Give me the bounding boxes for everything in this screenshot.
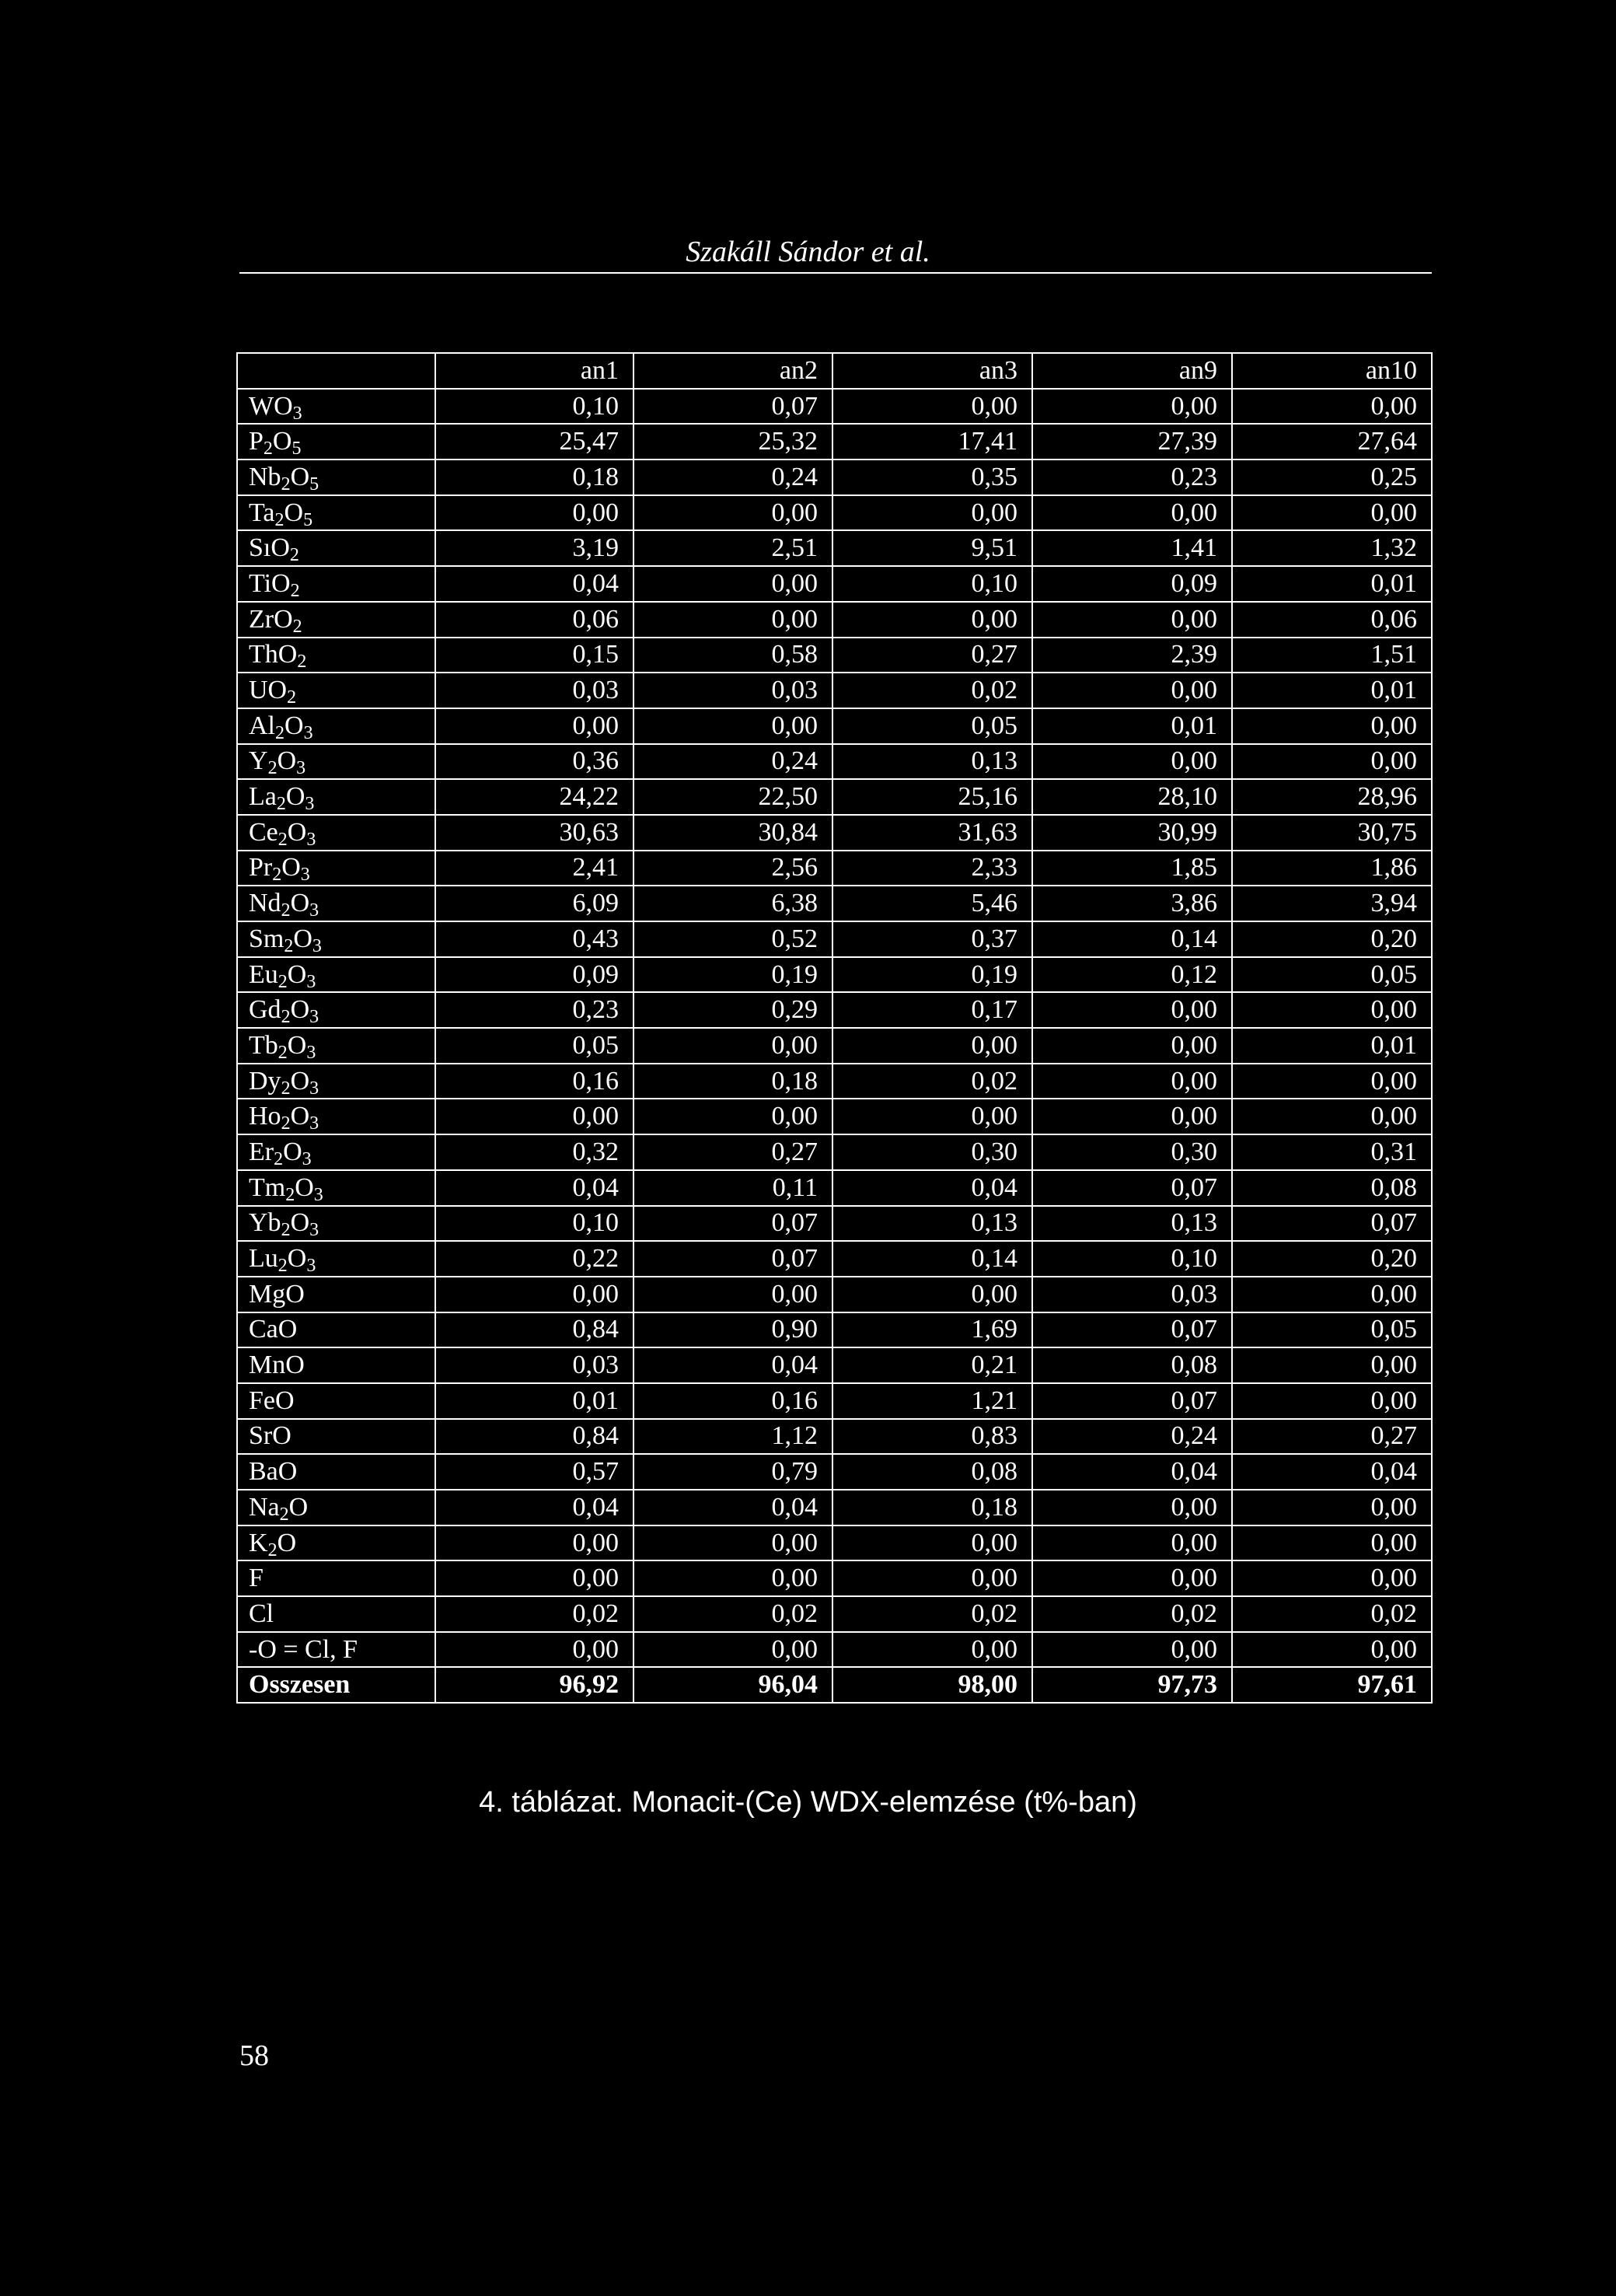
oxide-label: $Er_2O_3$	[237, 1134, 435, 1170]
cell-value: 0,05	[1232, 957, 1432, 993]
cell-value: 30,75	[1232, 815, 1432, 851]
oxide-label: MgO	[237, 1277, 435, 1312]
cell-value: 3,86	[1032, 886, 1232, 921]
cell-value: 0,00	[1232, 1347, 1432, 1383]
cell-value: 0,03	[633, 673, 832, 708]
table-row	[237, 1525, 1432, 1561]
column-header-an3: an3	[832, 353, 1032, 389]
cell-value: 0,16	[435, 1064, 633, 1099]
cell-value: 0,00	[832, 1277, 1032, 1312]
table-row	[237, 673, 1432, 708]
table-row	[237, 1560, 1432, 1596]
oxide-label: $Gd_2O_3$	[237, 992, 435, 1028]
oxide-label: $Nb_2O_5$	[237, 460, 435, 495]
cell-value: 0,00	[1232, 495, 1432, 531]
page-number: 58	[239, 2039, 269, 2072]
cell-value: 0,03	[435, 673, 633, 708]
table-row	[237, 1596, 1432, 1632]
cell-value: 0,07	[633, 1206, 832, 1242]
cell-value: 0,00	[1232, 1099, 1432, 1134]
cell-value: 0,00	[1032, 602, 1232, 638]
table-row	[237, 1312, 1432, 1348]
cell-value: 0,02	[1232, 1596, 1432, 1632]
table-row	[237, 1241, 1432, 1277]
cell-value: 0,27	[832, 638, 1032, 673]
cell-value: 0,36	[435, 744, 633, 780]
cell-value: 0,00	[832, 389, 1032, 425]
cell-value: 0,20	[1232, 921, 1432, 957]
cell-value: 0,10	[435, 1206, 633, 1242]
cell-value: 0,17	[832, 992, 1032, 1028]
cell-value: 0,11	[633, 1170, 832, 1206]
cell-value: 0,10	[832, 566, 1032, 602]
cell-value: 0,52	[633, 921, 832, 957]
cell-value: 0,10	[1032, 1241, 1232, 1277]
cell-value: 0,08	[1032, 1347, 1232, 1383]
cell-value: 3,19	[435, 530, 633, 566]
table-row	[237, 1347, 1432, 1383]
cell-value: 1,69	[832, 1312, 1032, 1348]
cell-value: 0,04	[633, 1347, 832, 1383]
cell-value: 27,39	[1032, 424, 1232, 460]
cell-value: 0,35	[832, 460, 1032, 495]
cell-value: 3,94	[1232, 886, 1432, 921]
oxide-label: ZrO$_2$	[237, 602, 435, 638]
table-row	[237, 530, 1432, 566]
cell-value: 24,22	[435, 779, 633, 815]
oxide-label: $Yb_2O_3$	[237, 1206, 435, 1242]
cell-value: 2,33	[832, 851, 1032, 886]
cell-value: 0,27	[633, 1134, 832, 1170]
table-row	[237, 638, 1432, 673]
cell-value: 0,00	[435, 1560, 633, 1596]
cell-value: 0,04	[1232, 1454, 1432, 1490]
cell-value: 0,00	[1232, 1632, 1432, 1668]
cell-value: 1,85	[1032, 851, 1232, 886]
cell-value: 0,02	[832, 1596, 1032, 1632]
cell-value: 0,00	[1032, 495, 1232, 531]
cell-value: 0,16	[633, 1383, 832, 1419]
cell-value: 30,99	[1032, 815, 1232, 851]
cell-value: 0,20	[1232, 1241, 1432, 1277]
oxide-label: $Al_2O_3$	[237, 708, 435, 744]
wdx-analysis-table	[236, 352, 1433, 1704]
cell-value: 1,41	[1032, 530, 1232, 566]
cell-value: 0,58	[633, 638, 832, 673]
total-label: Osszesen	[237, 1667, 435, 1703]
cell-value: 0,22	[435, 1241, 633, 1277]
cell-value: 0,25	[1232, 460, 1432, 495]
cell-value: 0,02	[633, 1596, 832, 1632]
table-row	[237, 1064, 1432, 1099]
cell-value: 0,05	[832, 708, 1032, 744]
cell-value: 0,13	[832, 1206, 1032, 1242]
cell-value: 1,12	[633, 1419, 832, 1455]
cell-value: 2,39	[1032, 638, 1232, 673]
cell-value: 0,37	[832, 921, 1032, 957]
cell-value: 0,00	[1032, 1490, 1232, 1525]
total-row	[237, 1667, 1432, 1703]
table-header-row	[237, 353, 1432, 389]
header-rule	[239, 272, 1432, 274]
cell-value: 0,84	[435, 1419, 633, 1455]
cell-value: 28,96	[1232, 779, 1432, 815]
cell-value: 0,30	[1032, 1134, 1232, 1170]
oxide-label: $Y_2O_3$	[237, 744, 435, 780]
cell-value: 0,13	[1032, 1206, 1232, 1242]
cell-value: 0,01	[435, 1383, 633, 1419]
cell-value: 5,46	[832, 886, 1032, 921]
column-header-an2: an2	[633, 353, 832, 389]
cell-value: 30,84	[633, 815, 832, 851]
cell-value: 0,00	[832, 1560, 1032, 1596]
cell-value: 2,41	[435, 851, 633, 886]
oxide-label: MnO	[237, 1347, 435, 1383]
cell-value: 0,00	[633, 1277, 832, 1312]
oxide-label: CaO	[237, 1312, 435, 1348]
cell-value: 0,00	[633, 1632, 832, 1668]
column-header-an1: an1	[435, 353, 633, 389]
cell-value: 0,00	[633, 1099, 832, 1134]
oxide-label: TiO$_2$	[237, 566, 435, 602]
cell-value: 0,12	[1032, 957, 1232, 993]
cell-value: 0,00	[1032, 1064, 1232, 1099]
cell-value: 22,50	[633, 779, 832, 815]
cell-value: 1,32	[1232, 530, 1432, 566]
cell-value: 0,00	[832, 1028, 1032, 1064]
oxide-label: $Sm_2O_3$	[237, 921, 435, 957]
oxide-label: BaO	[237, 1454, 435, 1490]
cell-value: 0,05	[435, 1028, 633, 1064]
cell-value: 0,09	[1032, 566, 1232, 602]
cell-value: 1,21	[832, 1383, 1032, 1419]
cell-value: 0,00	[1032, 1560, 1232, 1596]
cell-value: 0,23	[435, 992, 633, 1028]
oxide-label: $WO_3$	[237, 389, 435, 425]
cell-value: 0,18	[633, 1064, 832, 1099]
cell-value: 0,00	[1032, 673, 1232, 708]
cell-value: 0,83	[832, 1419, 1032, 1455]
cell-value: 0,00	[1032, 1028, 1232, 1064]
table-row	[237, 992, 1432, 1028]
cell-value: 0,06	[1232, 602, 1432, 638]
cell-value: 27,64	[1232, 424, 1432, 460]
cell-value: 0,07	[1032, 1383, 1232, 1419]
cell-value: 0,00	[832, 1632, 1032, 1668]
cell-value: 0,19	[633, 957, 832, 993]
oxide-label: $Tb_2O_3$	[237, 1028, 435, 1064]
table-row	[237, 1419, 1432, 1455]
table-row	[237, 602, 1432, 638]
cell-value: 0,00	[435, 1632, 633, 1668]
oxide-label: $Ce_2O_3$	[237, 815, 435, 851]
cell-value: 0,04	[633, 1490, 832, 1525]
cell-value: 31,63	[832, 815, 1032, 851]
total-value: 98,00	[832, 1667, 1032, 1703]
cell-value: 25,47	[435, 424, 633, 460]
table-row	[237, 886, 1432, 921]
cell-value: 1,51	[1232, 638, 1432, 673]
cell-value: 30,63	[435, 815, 633, 851]
cell-value: 25,32	[633, 424, 832, 460]
cell-value: 0,00	[832, 1099, 1032, 1134]
cell-value: 0,24	[1032, 1419, 1232, 1455]
table-row	[237, 1099, 1432, 1134]
cell-value: 0,04	[435, 566, 633, 602]
cell-value: 0,00	[633, 602, 832, 638]
cell-value: 0,00	[633, 566, 832, 602]
table-row	[237, 424, 1432, 460]
cell-value: 0,00	[1232, 1383, 1432, 1419]
total-value: 96,04	[633, 1667, 832, 1703]
oxide-label: $K_2O$	[237, 1525, 435, 1561]
cell-value: 0,01	[1232, 673, 1432, 708]
cell-value: 0,00	[1232, 992, 1432, 1028]
table-row	[237, 957, 1432, 993]
cell-value: 0,13	[832, 744, 1032, 780]
cell-value: 0,07	[633, 1241, 832, 1277]
cell-value: 0,18	[435, 460, 633, 495]
cell-value: 0,00	[1232, 1525, 1432, 1561]
oxide-label: $Lu_2O_3$	[237, 1241, 435, 1277]
oxide-label: $Dy_2O_3$	[237, 1064, 435, 1099]
cell-value: 0,00	[1032, 1632, 1232, 1668]
cell-value: 0,00	[832, 1525, 1032, 1561]
table-row	[237, 1170, 1432, 1206]
table-row	[237, 1490, 1432, 1525]
cell-value: 0,15	[435, 638, 633, 673]
cell-value: 0,00	[435, 1277, 633, 1312]
table-row	[237, 389, 1432, 425]
table-caption: 4. táblázat. Monacit-(Ce) WDX-elemzése (t%-ban)	[479, 1786, 1137, 1819]
cell-value: 0,30	[832, 1134, 1032, 1170]
cell-value: 0,00	[1232, 1490, 1432, 1525]
column-header-blank	[237, 353, 435, 389]
table-row	[237, 1028, 1432, 1064]
cell-value: 0,00	[1032, 389, 1232, 425]
cell-value: 0,03	[435, 1347, 633, 1383]
cell-value: 0,24	[633, 744, 832, 780]
oxide-label: $Ta_2O_5$	[237, 495, 435, 531]
cell-value: 0,18	[832, 1490, 1032, 1525]
cell-value: 0,29	[633, 992, 832, 1028]
cell-value: 0,05	[1232, 1312, 1432, 1348]
oxide-label: $Nd_2O_3$	[237, 886, 435, 921]
cell-value: 2,56	[633, 851, 832, 886]
column-header-an10: an10	[1232, 353, 1432, 389]
cell-value: 0,00	[1232, 744, 1432, 780]
table-row	[237, 1632, 1432, 1668]
cell-value: 0,00	[1232, 389, 1432, 425]
cell-value: 0,02	[435, 1596, 633, 1632]
total-value: 96,92	[435, 1667, 633, 1703]
oxide-label: Cl	[237, 1596, 435, 1632]
table-row	[237, 744, 1432, 780]
oxide-label: SıO$_2$	[237, 530, 435, 566]
cell-value: 0,00	[1232, 1277, 1432, 1312]
cell-value: 2,51	[633, 530, 832, 566]
cell-value: 0,01	[1032, 708, 1232, 744]
oxide-label: $Ho_2O_3$	[237, 1099, 435, 1134]
table-body	[237, 389, 1432, 1668]
cell-value: 9,51	[832, 530, 1032, 566]
cell-value: 0,24	[633, 460, 832, 495]
oxide-label: $Tm_2O_3$	[237, 1170, 435, 1206]
oxide-label: $La_2O_3$	[237, 779, 435, 815]
cell-value: 0,00	[832, 602, 1032, 638]
oxide-label: $Na_2O$	[237, 1490, 435, 1525]
total-value: 97,73	[1032, 1667, 1232, 1703]
oxide-label: $UO_2$	[237, 673, 435, 708]
running-head: Szakáll Sándor et al.	[686, 236, 930, 268]
cell-value: 0,02	[832, 673, 1032, 708]
cell-value: 0,03	[1032, 1277, 1232, 1312]
cell-value: 0,90	[633, 1312, 832, 1348]
cell-value: 0,79	[633, 1454, 832, 1490]
cell-value: 0,00	[633, 708, 832, 744]
cell-value: 0,00	[1232, 1560, 1432, 1596]
cell-value: 0,01	[1232, 566, 1432, 602]
oxide-label: F	[237, 1560, 435, 1596]
cell-value: 0,00	[633, 1028, 832, 1064]
cell-value: 0,02	[1032, 1596, 1232, 1632]
cell-value: 0,07	[1032, 1170, 1232, 1206]
cell-value: 0,00	[633, 1560, 832, 1596]
oxide-label: SrO	[237, 1419, 435, 1455]
oxide-label: $P_2O_5$	[237, 424, 435, 460]
table-row	[237, 779, 1432, 815]
cell-value: 0,27	[1232, 1419, 1432, 1455]
table-row	[237, 566, 1432, 602]
cell-value: 0,19	[832, 957, 1032, 993]
oxide-label: $Eu_2O_3$	[237, 957, 435, 993]
cell-value: 0,14	[832, 1241, 1032, 1277]
cell-value: 0,06	[435, 602, 633, 638]
table-row	[237, 815, 1432, 851]
cell-value: 0,04	[832, 1170, 1032, 1206]
cell-value: 0,32	[435, 1134, 633, 1170]
cell-value: 6,09	[435, 886, 633, 921]
cell-value: 0,10	[435, 389, 633, 425]
cell-value: 0,07	[1232, 1206, 1432, 1242]
cell-value: 28,10	[1032, 779, 1232, 815]
oxide-label: $Pr_2O_3$	[237, 851, 435, 886]
cell-value: 0,07	[633, 389, 832, 425]
cell-value: 0,00	[435, 1099, 633, 1134]
cell-value: 0,14	[1032, 921, 1232, 957]
table-row	[237, 460, 1432, 495]
table-row	[237, 1383, 1432, 1419]
table-row	[237, 921, 1432, 957]
cell-value: 0,09	[435, 957, 633, 993]
cell-value: 0,31	[1232, 1134, 1432, 1170]
cell-value: 17,41	[832, 424, 1032, 460]
cell-value: 0,00	[1232, 1064, 1432, 1099]
cell-value: 0,04	[435, 1490, 633, 1525]
table-row	[237, 1277, 1432, 1312]
cell-value: 0,08	[832, 1454, 1032, 1490]
cell-value: 0,00	[1032, 744, 1232, 780]
cell-value: 0,08	[1232, 1170, 1432, 1206]
cell-value: 0,23	[1032, 460, 1232, 495]
oxide-label: -O = Cl, F	[237, 1632, 435, 1668]
cell-value: 0,07	[1032, 1312, 1232, 1348]
oxide-label: FeO	[237, 1383, 435, 1419]
cell-value: 0,00	[435, 1525, 633, 1561]
table-row	[237, 851, 1432, 886]
cell-value: 1,86	[1232, 851, 1432, 886]
table-row	[237, 1206, 1432, 1242]
cell-value: 0,00	[1032, 992, 1232, 1028]
cell-value: 0,02	[832, 1064, 1032, 1099]
cell-value: 0,00	[1032, 1525, 1232, 1561]
cell-value: 0,00	[633, 495, 832, 531]
cell-value: 0,00	[633, 1525, 832, 1561]
cell-value: 25,16	[832, 779, 1032, 815]
cell-value: 0,57	[435, 1454, 633, 1490]
cell-value: 0,04	[435, 1170, 633, 1206]
cell-value: 0,00	[435, 495, 633, 531]
table-row	[237, 1134, 1432, 1170]
cell-value: 0,21	[832, 1347, 1032, 1383]
total-value: 97,61	[1232, 1667, 1432, 1703]
table-row	[237, 708, 1432, 744]
cell-value: 0,00	[832, 495, 1032, 531]
oxide-label: ThO$_2$	[237, 638, 435, 673]
cell-value: 0,00	[435, 708, 633, 744]
table-row	[237, 1454, 1432, 1490]
cell-value: 0,84	[435, 1312, 633, 1348]
cell-value: 0,43	[435, 921, 633, 957]
table-row	[237, 495, 1432, 531]
column-header-an9: an9	[1032, 353, 1232, 389]
cell-value: 0,04	[1032, 1454, 1232, 1490]
cell-value: 6,38	[633, 886, 832, 921]
cell-value: 0,00	[1232, 708, 1432, 744]
cell-value: 0,00	[1032, 1099, 1232, 1134]
cell-value: 0,01	[1232, 1028, 1432, 1064]
